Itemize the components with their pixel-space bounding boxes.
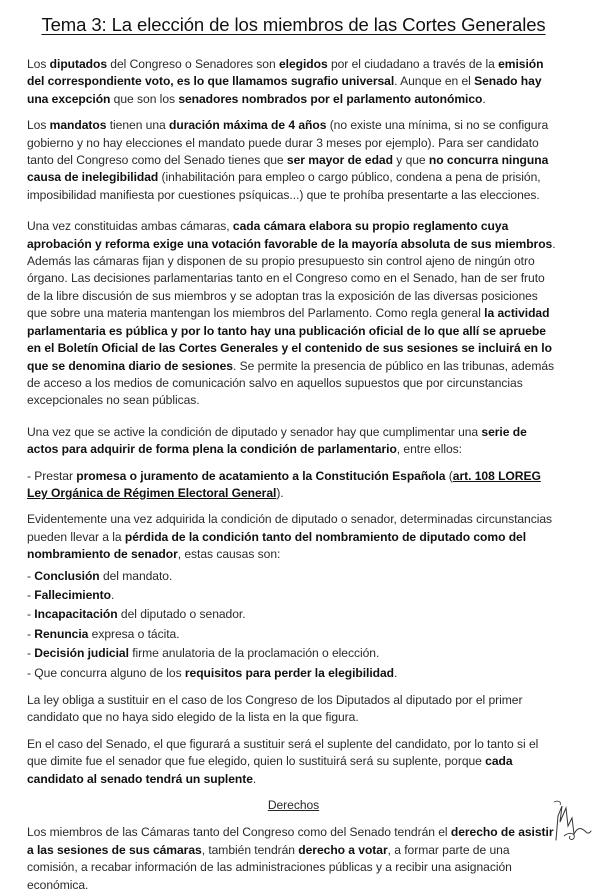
paragraph-loss: Evidentemente una vez adquirida la condición de diputado o senador, determinadas circunstancias pueden llevar a la pérdida de la condición tanto del nombramiento de diputado como del nombramiento de senador, estas causas son: xyxy=(27,512,553,562)
list-item: - Conclusión del mandato. xyxy=(27,568,173,583)
page-title: Tema 3: La elección de los miembros de las Cortes Generales xyxy=(41,14,546,35)
paragraph-rights: Los miembros de las Cámaras tanto del Congreso como del Senado tendrán el derecho de asistir a las sesiones de sus cámaras, también tendrán derecho a votar, a formar parte de una comisión, a recabar información de las administraciones públicas y a recibir una asignación económica. xyxy=(27,825,554,892)
section-subtitle: Derechos xyxy=(267,798,320,813)
paragraph-mandates: Los mandatos tienen una duración máxima de 4 años (no existe una mínima, si no se configura gobierno y no hay elecciones el mandato puede durar 3 meses por ejemplo). Para ser candidato tanto del Congreso como del Senado tienes que ser mayor de edad y que no concurra ninguna causa de inelegibilidad (inhabilitación para empleo o cargo público, condena a pena de prisión, imposibilidad manifiesta por cuestiones psíquicas...) que te prohíba presentarte a las elecciones. xyxy=(27,118,549,202)
list-item: - Fallecimiento. xyxy=(27,587,115,602)
paragraph-senate-substitution: En el caso del Senado, el que figurará a sustituir será el suplente del candidato, por lo tanto si el que dimite fue el senador que fue elegido, quien lo sustituirá será su suplente, porque cada candidato al senado tendrá un suplente. xyxy=(27,736,539,786)
signature-icon xyxy=(548,796,594,844)
list-item: - Incapacitación del diputado o senador. xyxy=(27,607,246,622)
list-item: - Que concurra alguno de los requisitos para perder la elegibilidad. xyxy=(27,665,398,680)
paragraph-acts: Una vez que se active la condición de diputado y senador hay que cumplimentar una serie de actos para adquirir de forma plena la condición de parlamentario, entre ellos: xyxy=(27,424,527,457)
paragraph-elected: Los diputados del Congreso o Senadores son elegidos por el ciudadano a través de la emisión del correspondiente voto, es lo que llamamos sugrafio universal. Aunque en el Senado hay una excepción que son los senadores nombrados por el parlamento autonómico. xyxy=(27,57,544,106)
law-reference-link[interactable]: art. 108 LOREG Ley Orgánica de Régimen Electoral General xyxy=(27,468,541,500)
causes-list xyxy=(27,568,560,682)
paragraph-congress-substitution: La ley obliga a sustituir en el caso de los Congreso de los Diputados al diputado por el primer candidato que no haya sido elegido de la lista en la que figura. xyxy=(27,693,523,725)
list-item: - Renuncia expresa o tácita. xyxy=(27,626,180,641)
paragraph-oath: - Prestar promesa o juramento de acatamiento a la Constitución Española (art. 108 LOREG Ley Orgánica de Régimen Electoral General). xyxy=(27,468,541,500)
paragraph-chambers: Una vez constituidas ambas cámaras, cada cámara elabora su propio reglamento cuya aprobación y reforma exige una votación favorable de la mayoría absoluta de sus miembros. Además las cámaras fijan y disponen de su propio presupuesto sin control ajeno de ningún otro órgano. Las decisiones parlamentarias tanto en el Congreso como en el Senado, han de ser fruto de la libre discusión de sus miembros y se adoptan tras la exposición de las diversas posiciones que sobre una materia mantengan los miembros del Parlamento. Como regla general la actividad parlamentaria es pública y por lo tanto hay una publicación oficial de lo que allí se apruebe en el Boletín Oficial de las Cortes Generales y el contenido de sus sesiones se incluirá en lo que se denomina diario de sesiones. Se permite la presencia de público en las tribunas, además de acceso a los medios de comunicación salvo en aquellos supuestos que por circunstancias excepcionales no sean públicas. xyxy=(27,219,556,408)
list-item: - Decisión judicial firme anulatoria de la proclamación o elección. xyxy=(27,646,380,661)
